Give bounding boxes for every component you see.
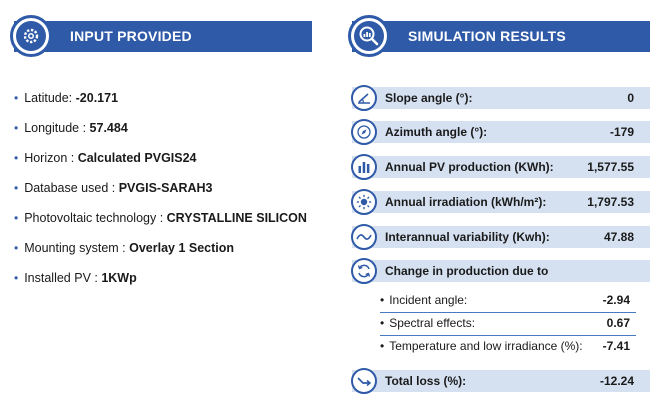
- input-header-title: INPUT PROVIDED: [70, 28, 192, 44]
- result-total-loss: Total loss (%): -12.24: [352, 370, 650, 392]
- input-database: • Database used : PVGIS-SARAH3: [14, 181, 213, 195]
- compass-icon: [351, 119, 377, 145]
- results-header-bar: [352, 21, 650, 52]
- bar-chart-icon: [351, 154, 377, 180]
- result-azimuth-angle: Azimuth angle (°): -179: [352, 121, 650, 143]
- magnifier-chart-icon: [348, 15, 390, 57]
- input-mounting-system: • Mounting system : Overlay 1 Section: [14, 241, 235, 255]
- refresh-icon: [351, 258, 377, 284]
- input-header-bar: [14, 21, 312, 52]
- wave-icon: [351, 224, 377, 250]
- result-change-in-production: Change in production due to: [352, 260, 650, 282]
- change-temperature-irradiance: • Temperature and low irradiance (%): -7.41: [380, 339, 630, 353]
- result-slope-angle: Slope angle (°): 0: [352, 87, 650, 109]
- gear-icon: [10, 15, 52, 57]
- trend-down-icon: [351, 368, 377, 394]
- input-installed-pv: • Installed PV : 1KWp: [14, 271, 137, 285]
- result-annual-pv-production: Annual PV production (KWh): 1,577.55: [352, 156, 650, 178]
- change-incident-angle: • Incident angle: -2.94: [380, 293, 630, 307]
- result-annual-irradiation: Annual irradiation (kWh/m²): 1,797.53: [352, 191, 650, 213]
- input-latitude: • Latitude: -20.171: [14, 91, 119, 105]
- change-spectral-effects: • Spectral effects: 0.67: [380, 316, 630, 330]
- input-horizon: • Horizon : Calculated PVGIS24: [14, 151, 197, 165]
- sun-icon: [351, 189, 377, 215]
- slope-icon: [351, 85, 377, 111]
- results-header-title: SIMULATION RESULTS: [408, 28, 566, 44]
- input-longitude: • Longitude : 57.484: [14, 121, 128, 135]
- input-pv-technology: • Photovoltaic technology : CRYSTALLINE SILICON: [14, 211, 307, 225]
- result-interannual-variability: Interannual variability (Kwh): 47.88: [352, 226, 650, 248]
